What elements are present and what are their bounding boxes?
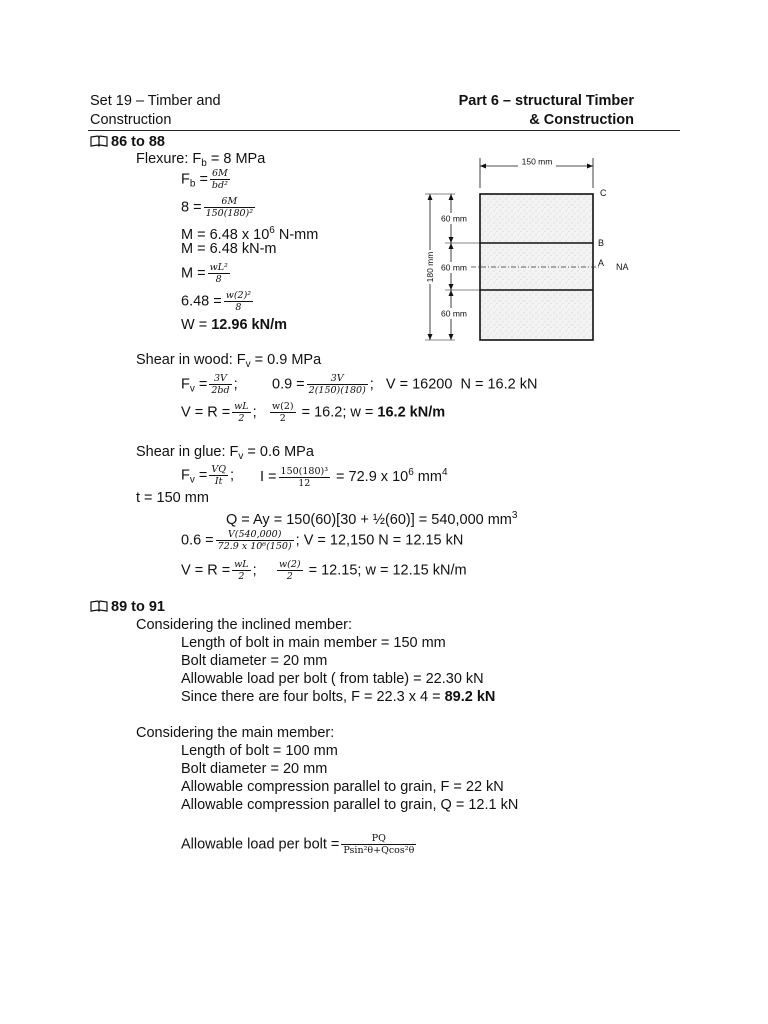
header-left-line2: Construction (90, 112, 172, 128)
main-line2: Bolt diameter = 20 mm (181, 761, 328, 777)
main-line4: Allowable compression parallel to grain, Q = 12.1 kN (181, 797, 519, 813)
flexure-eq2: 8 = $\frac{6M}{\text{150(180)²}}$ (181, 196, 254, 219)
book-icon (90, 135, 108, 147)
main-line1: Length of bolt = 100 mm (181, 743, 338, 759)
segment-label-middle: 60 mm (441, 262, 467, 273)
shear-glue-q: Q = Ay = 150(60)[30 + ½(60)] = 540,000 $mm^3$ (226, 510, 518, 528)
shear-wood-eq1: $F_v$ = $\frac{3V}{2bd}$ ; (181, 373, 238, 396)
height-label: 180 mm (425, 251, 435, 283)
shear-glue-label: Shear in glue: $F_v = 0.6$ MPa (136, 444, 314, 462)
header-left-line1: Set 19 – Timber and (90, 93, 221, 109)
segment-label-bottom: 60 mm (441, 308, 467, 319)
header-right-line2: & Construction (529, 112, 634, 128)
main-line3: Allowable compression parallel to grain, F = 22 kN (181, 779, 504, 795)
header-rule (88, 130, 680, 131)
flexure-eq6: 6.48 = $\frac{\text{w(2)²}}{8}$ (181, 290, 252, 313)
section-rectangle (480, 194, 593, 340)
flexure-eq4: M = 6.48 kN-m (181, 241, 277, 257)
shear-wood-label: Shear in wood: $F_v = 0.9$ MPa (136, 352, 322, 370)
point-a-label: A (598, 258, 605, 268)
flexure-result: W = 12.96 kN/m (181, 317, 287, 333)
section-title-text: 86 to 88 (111, 134, 165, 150)
flexure-label: Flexure: $F_b = 8$ MPa (136, 151, 266, 169)
shear-glue-eq4b: $\frac{w(2)}{2}$ = 12.15; w = 12.15 kN/m (279, 559, 467, 582)
book-icon (90, 600, 108, 612)
shear-wood-eq2: V = R = $\frac{wL}{2}$ ; (181, 401, 257, 424)
shear-glue-eq1: $F_v$ = $\frac{VQ}{It}$ ; (181, 464, 235, 487)
shear-wood-eq2b: $\frac{w(2)}{2}$ = 16.2; w = 16.2 kN/m (272, 401, 446, 424)
inclined-line4: Since there are four bolts, F = 22.3 x 4 = 89.2 kN (181, 689, 496, 705)
shear-glue-eq4: V = R = $\frac{wL}{2}$ ; (181, 559, 257, 582)
point-b-label: B (598, 238, 605, 248)
beam-section-figure (415, 150, 675, 345)
flexure-eq3: M = 6.48 x $10^6$ N-mm (181, 225, 319, 243)
main-member-title: Considering the main member: (136, 725, 335, 741)
shear-glue-t: t = 150 mm (136, 490, 209, 506)
section-title-text: 89 to 91 (111, 599, 165, 615)
segment-label-top: 60 mm (441, 213, 467, 224)
shear-glue-eq1b: I = $\frac{\text{150(180)³}}{12}$ = 72.9 x $10^6$ $mm^4$ (260, 465, 448, 489)
inclined-line3: Allowable load per bolt ( from table) = 22.30 kN (181, 671, 484, 687)
flexure-eq1: $F_b$ = $\frac{6M}{\text{bd²}}$ (181, 168, 228, 191)
shear-glue-eq3: 0.6 = $\frac{V(540,000)}{\text{72.9 x 10⁶(150)}}$ ; V = 12,150 N = 12.15 kN (181, 529, 464, 552)
inclined-line1: Length of bolt in main member = 150 mm (181, 635, 446, 651)
inclined-member-title: Considering the inclined member: (136, 617, 352, 633)
width-label: 150 mm (521, 156, 553, 167)
header-right-line1: Part 6 – structural Timber (458, 93, 634, 109)
flexure-eq5: M = $\frac{\text{wL²}}{8}$ (181, 262, 228, 285)
shear-wood-eq1b: 0.9 = $\frac{3V}{2(150)(180)}$ ; V = 16200 N = 16.2 kN (272, 373, 538, 396)
inclined-line2: Bolt diameter = 20 mm (181, 653, 328, 669)
na-label: NA (616, 262, 629, 272)
allowable-load-formula: Allowable load per bolt = $\frac{PQ}{\text{Psin²θ+Qcos²θ}}$ (181, 833, 415, 856)
section-title-86-88 (90, 133, 165, 151)
section-title-89-91 (90, 598, 165, 616)
point-c-label: C (600, 188, 607, 198)
